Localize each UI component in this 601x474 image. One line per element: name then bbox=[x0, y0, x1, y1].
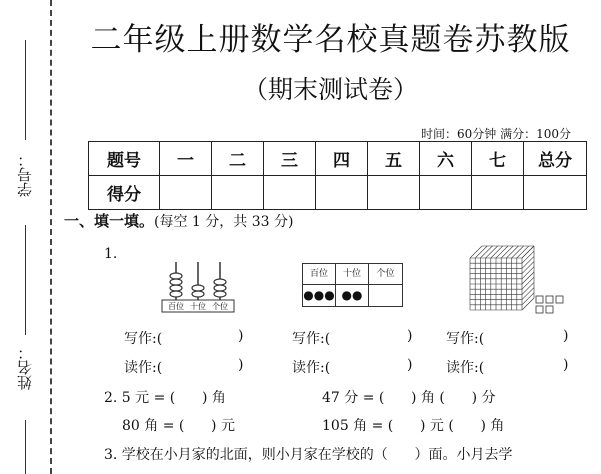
score-cell[interactable] bbox=[420, 176, 472, 210]
q2-line1-right: 47 分 = ( ) 角 ( ) 分 bbox=[322, 390, 496, 406]
exam-title: 二年级上册数学名校真题卷苏教版 bbox=[90, 22, 571, 58]
score-table-header: 一 bbox=[160, 142, 212, 176]
read-label: 读作:( bbox=[124, 360, 163, 376]
write-label: 写作:( bbox=[124, 331, 163, 347]
q2-line2-left: 80 角 = ( ) 元 bbox=[122, 418, 235, 434]
name-label: 姓名： bbox=[16, 345, 34, 390]
score-cell[interactable] bbox=[212, 176, 264, 210]
abacus-label-ones: 个位 bbox=[212, 302, 228, 311]
close-paren: ) bbox=[563, 357, 569, 373]
score-cell[interactable] bbox=[160, 176, 212, 210]
score-table-header: 六 bbox=[420, 142, 472, 176]
base-ten-blocks-image bbox=[464, 244, 564, 320]
student-id-underline bbox=[25, 40, 26, 140]
score-table-score-row bbox=[89, 176, 587, 210]
score-cell[interactable] bbox=[316, 176, 368, 210]
score-table-header: 题号 bbox=[89, 142, 160, 176]
q2-line1-left: 2. 5 元 = ( ) 角 bbox=[104, 390, 226, 406]
question-number: 1. bbox=[104, 246, 118, 262]
exam-subtitle: （期末测试卷） bbox=[242, 75, 418, 104]
read-label: 读作:( bbox=[446, 360, 485, 376]
score-table-header: 三 bbox=[264, 142, 316, 176]
read-label: 读作:( bbox=[292, 360, 331, 376]
unit-cubes bbox=[536, 296, 563, 313]
write-label: 写作:( bbox=[446, 331, 485, 347]
score-table-header: 总分 bbox=[524, 142, 587, 176]
place-value-chart bbox=[302, 263, 403, 307]
hundreds-cube bbox=[470, 246, 534, 310]
exam-time-score-info: 时间：60分钟 满分：100分 bbox=[421, 127, 571, 141]
score-table-header: 二 bbox=[212, 142, 264, 176]
place-value-dots: ●● bbox=[336, 284, 369, 306]
score-table-header-row bbox=[89, 142, 587, 176]
score-cell[interactable] bbox=[472, 176, 524, 210]
abacus-label-hundreds: 百位 bbox=[168, 302, 184, 311]
place-value-header: 十位 bbox=[336, 264, 369, 285]
close-paren: ) bbox=[407, 357, 413, 373]
name-underline bbox=[25, 225, 26, 335]
score-cell[interactable] bbox=[368, 176, 420, 210]
score-table bbox=[88, 141, 587, 210]
close-paren: ) bbox=[238, 328, 244, 344]
section-points-note: (每空 1 分，共 33 分) bbox=[154, 214, 294, 230]
place-value-header: 百位 bbox=[303, 264, 336, 285]
score-table-header: 五 bbox=[368, 142, 420, 176]
section-title: 一、填一填。 bbox=[64, 212, 155, 230]
q2-line2-right: 105 角 = ( ) 元 ( ) 角 bbox=[322, 418, 505, 434]
q3-text: 3. 学校在小月家的北面，则小月家在学校的（ ）面。小月去学 bbox=[104, 447, 513, 463]
score-table-header: 七 bbox=[472, 142, 524, 176]
place-value-header: 个位 bbox=[369, 264, 402, 285]
student-id-label: 学号： bbox=[16, 152, 34, 197]
score-cell[interactable] bbox=[524, 176, 587, 210]
close-paren: ) bbox=[407, 328, 413, 344]
close-paren: ) bbox=[238, 357, 244, 373]
write-label: 写作:( bbox=[292, 331, 331, 347]
score-cell[interactable] bbox=[264, 176, 316, 210]
close-paren: ) bbox=[563, 328, 569, 344]
abacus-image bbox=[160, 258, 236, 314]
abacus-label-tens: 十位 bbox=[190, 302, 206, 311]
place-value-dots bbox=[369, 284, 402, 306]
class-underline bbox=[25, 420, 26, 474]
score-table-header: 四 bbox=[316, 142, 368, 176]
section-heading bbox=[64, 210, 293, 231]
binding-dashed-line bbox=[50, 0, 52, 474]
score-row-label: 得分 bbox=[89, 176, 160, 210]
place-value-dots: ●●● bbox=[303, 284, 336, 306]
